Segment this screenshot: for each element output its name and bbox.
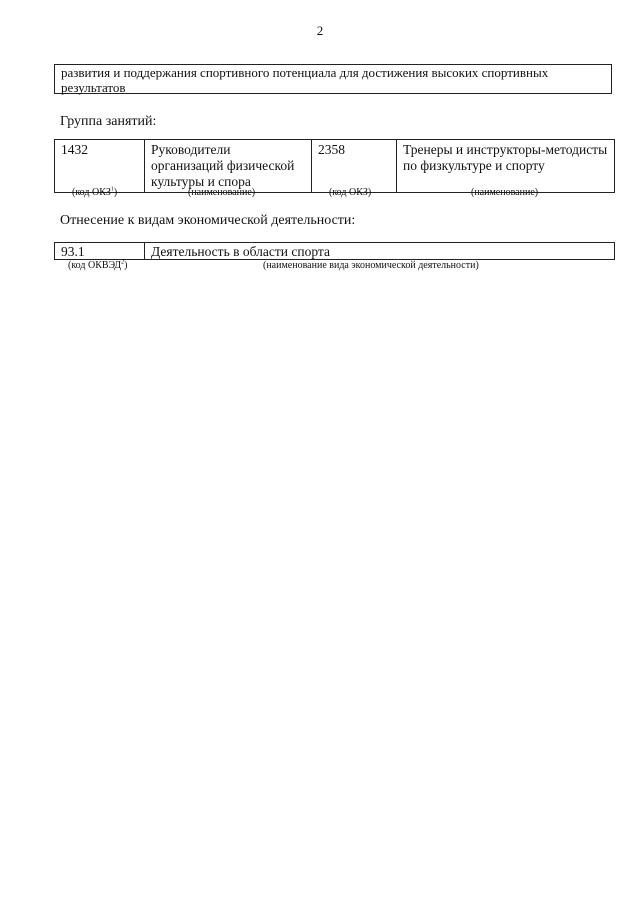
page-number: 2 [316, 23, 324, 38]
okz-code-caption-2: (код ОКЗ) [329, 187, 372, 198]
footnote-marker: 2 [121, 259, 125, 266]
okved-name-caption: (наименование вида экономической деятельности) [263, 260, 479, 271]
footnote-marker: 1 [110, 186, 114, 193]
occupation-group-table [54, 139, 615, 193]
okz-code-caption: (код ОКЗ$^1$) [72, 186, 118, 198]
economic-activity-table [54, 242, 615, 260]
table-row [55, 140, 615, 193]
okved-code-caption: (код ОКВЭД$^2$) [68, 259, 128, 271]
economic-activity-heading: Отнесение к видам экономической деятельности: [60, 213, 356, 228]
okz-code-cell-2: 2358 [312, 140, 397, 193]
okz-code-cell-1: 1432 [55, 140, 145, 193]
occupation-group-heading: Группа занятий: [60, 114, 157, 129]
okz-name-caption-2: (наименование) [471, 187, 539, 198]
okved-code-cell: 93.1 [55, 243, 145, 260]
table-row [55, 243, 615, 260]
okz-name-cell-1: Руководители организаций физической культуры и спора [145, 140, 312, 193]
purpose-text: развития и поддержания спортивного потенциала для достижения высоких спортивных результатов [61, 65, 549, 95]
okved-name-cell: Деятельность в области спорта [145, 243, 615, 260]
okz-name-cell-2: Тренеры и инструкторы-методисты по физкультуре и спорту [397, 140, 615, 193]
okz-name-caption: (наименование) [188, 187, 256, 198]
purpose-continuation-box [54, 64, 612, 94]
